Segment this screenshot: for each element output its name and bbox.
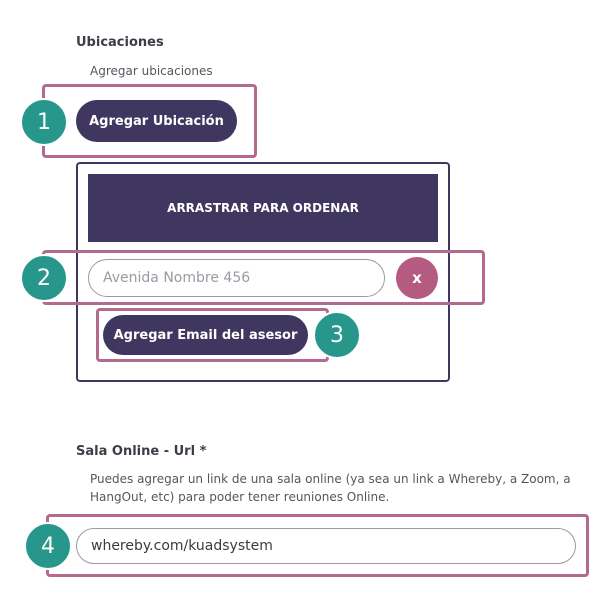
step-marker-1: 1 <box>20 98 68 146</box>
online-room-hint-line-2: HangOut, etc) para poder tener reuniones Online. <box>90 490 390 504</box>
locations-hint: Agregar ubicaciones <box>90 64 213 78</box>
locations-title: Ubicaciones <box>76 35 164 50</box>
step-marker-2: 2 <box>20 254 68 302</box>
online-room-title: Sala Online - Url * <box>76 444 207 459</box>
address-input[interactable] <box>88 259 385 297</box>
online-room-hint-line-1: Puedes agregar un link de una sala online (ya sea un link a Whereby, a Zoom, a <box>90 472 571 486</box>
add-advisor-email-button[interactable]: Agregar Email del asesor <box>103 315 308 355</box>
online-room-url-input[interactable] <box>76 528 576 564</box>
drag-handle-header[interactable]: ARRASTRAR PARA ORDENAR <box>88 174 438 242</box>
step-marker-3: 3 <box>313 311 361 359</box>
remove-location-button[interactable]: x <box>396 257 438 299</box>
add-location-button[interactable]: Agregar Ubicación <box>76 100 237 142</box>
step-marker-4: 4 <box>24 522 72 570</box>
